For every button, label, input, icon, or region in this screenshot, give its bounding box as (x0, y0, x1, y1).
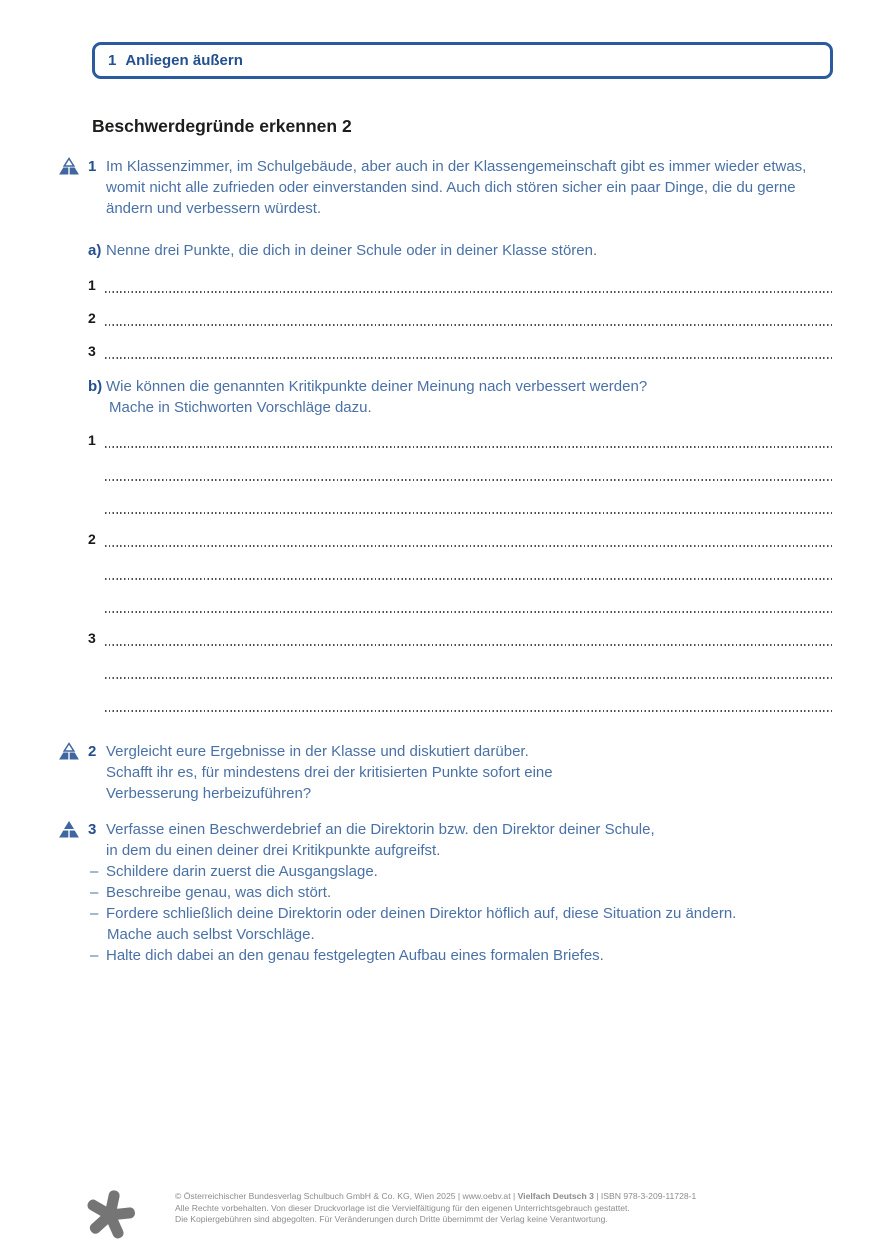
writing-line-number: 1 (88, 432, 96, 448)
writing-line (88, 647, 833, 680)
unit-number: 1 (108, 52, 117, 69)
writing-line (88, 294, 833, 327)
bullet-dash: – (90, 884, 99, 901)
task-text-line: Schafft ihr es, für mindestens drei der kritisierten Punkte sofort eine (106, 764, 553, 781)
dotted-rule (105, 578, 833, 580)
task-text-line: Verbesserung herbeizuführen? (106, 785, 312, 802)
part-a-label: a) (88, 242, 102, 259)
task-1a (57, 240, 833, 261)
dotted-rule (105, 324, 833, 326)
writing-line (88, 680, 833, 713)
writing-line (88, 449, 833, 482)
writing-line (88, 515, 833, 548)
writing-lines-a (57, 261, 833, 360)
task-bullet: – Schildere darin zuerst die Ausgangslage. (90, 863, 378, 880)
task-number: 1 (88, 158, 97, 175)
writing-line (88, 614, 833, 647)
writing-lines-b (57, 416, 833, 713)
task-text-line: Verfasse einen Beschwerdebrief an die Direktorin bzw. den Direktor deiner Schule, (106, 821, 655, 838)
dotted-rule (105, 710, 833, 712)
bullet-dash: – (90, 863, 99, 880)
copyright-line-3: Die Kopiergebühren sind abgegolten. Für Veränderungen durch Dritte übernimmt der Verlag keine Verantwortung. (175, 1214, 608, 1224)
dotted-rule (105, 611, 833, 613)
part-b-text-line: Wie können die genannten Kritikpunkte deiner Meinung nach verbessert werden? (106, 378, 648, 395)
difficulty-pyramid-icon-level2 (57, 741, 88, 767)
task-bullet: – Fordere schließlich deine Direktorin oder deinen Direktor höflich auf, diese Situation zu ändern. (90, 905, 737, 922)
unit-header-box (92, 42, 833, 79)
writing-line-number: 2 (88, 310, 96, 326)
task-text-line: Im Klassenzimmer, im Schulgebäude, aber auch in der Klassengemeinschaft gibt es immer wieder etwas, (106, 158, 807, 175)
task-text-line: ändern und verbessern würdest. (106, 200, 322, 217)
task-3 (57, 819, 833, 966)
dotted-rule (105, 512, 833, 514)
writing-line (88, 548, 833, 581)
task-bullet: – Halte dich dabei an den genau festgelegten Aufbau eines formalen Briefes. (90, 947, 604, 964)
difficulty-pyramid-icon-level2 (57, 156, 88, 182)
writing-line (88, 416, 833, 449)
writing-line (88, 482, 833, 515)
unit-title: Anliegen äußern (125, 52, 243, 69)
task-1b (57, 376, 833, 418)
publisher-logo-icon (85, 1186, 135, 1247)
copyright-line-1: © Österreichischer Bundesverlag Schulbuch GmbH & Co. KG, Wien 2025 | www.oebv.at | Vielfach Deutsch 3 | ISBN 978-3-209-11728-1 (175, 1191, 697, 1201)
writing-line (88, 581, 833, 614)
task-number: 3 (88, 821, 97, 838)
task-number: 2 (88, 743, 97, 760)
dotted-rule (105, 479, 833, 481)
task-bullet: – Beschreibe genau, was dich stört. (90, 884, 332, 901)
task-text-line: womit nicht alle zufrieden oder einverstanden sind. Auch dich stören sicher ein paar Dinge, die du gerne (106, 179, 796, 196)
writing-line-number: 3 (88, 343, 96, 359)
task-text-line: in dem du einen deiner drei Kritikpunkte aufgreifst. (106, 842, 441, 859)
dotted-rule (105, 446, 833, 448)
page-title: Beschwerdegründe erkennen 2 (92, 116, 352, 136)
writing-line-number: 2 (88, 531, 96, 547)
writing-line-number: 1 (88, 277, 96, 293)
writing-line (88, 327, 833, 360)
task-2 (57, 741, 833, 804)
writing-line (88, 261, 833, 294)
task-text-line: Vergleicht eure Ergebnisse in der Klasse und diskutiert darüber. (106, 743, 529, 760)
writing-line-number: 3 (88, 630, 96, 646)
bullet-dash: – (90, 947, 99, 964)
dotted-rule (105, 357, 833, 359)
dotted-rule (105, 545, 833, 547)
dotted-rule (105, 291, 833, 293)
bullet-dash: – (90, 905, 99, 922)
dotted-rule (105, 644, 833, 646)
difficulty-pyramid-icon-level3 (57, 819, 88, 845)
part-b-label: b) (88, 378, 103, 395)
task-bullet-continuation: Mache auch selbst Vorschläge. (107, 926, 315, 943)
part-a-text: Nenne drei Punkte, die dich in deiner Schule oder in deiner Klasse stören. (106, 242, 598, 259)
footer (85, 1186, 696, 1247)
task-1 (57, 156, 833, 219)
part-b-text-line: Mache in Stichworten Vorschläge dazu. (109, 399, 372, 416)
copyright-line-2: Alle Rechte vorbehalten. Von dieser Druckvorlage ist die Vervielfältigung für den eigenen Unterrichtsgebrauch gestattet. (175, 1202, 630, 1213)
dotted-rule (105, 677, 833, 679)
